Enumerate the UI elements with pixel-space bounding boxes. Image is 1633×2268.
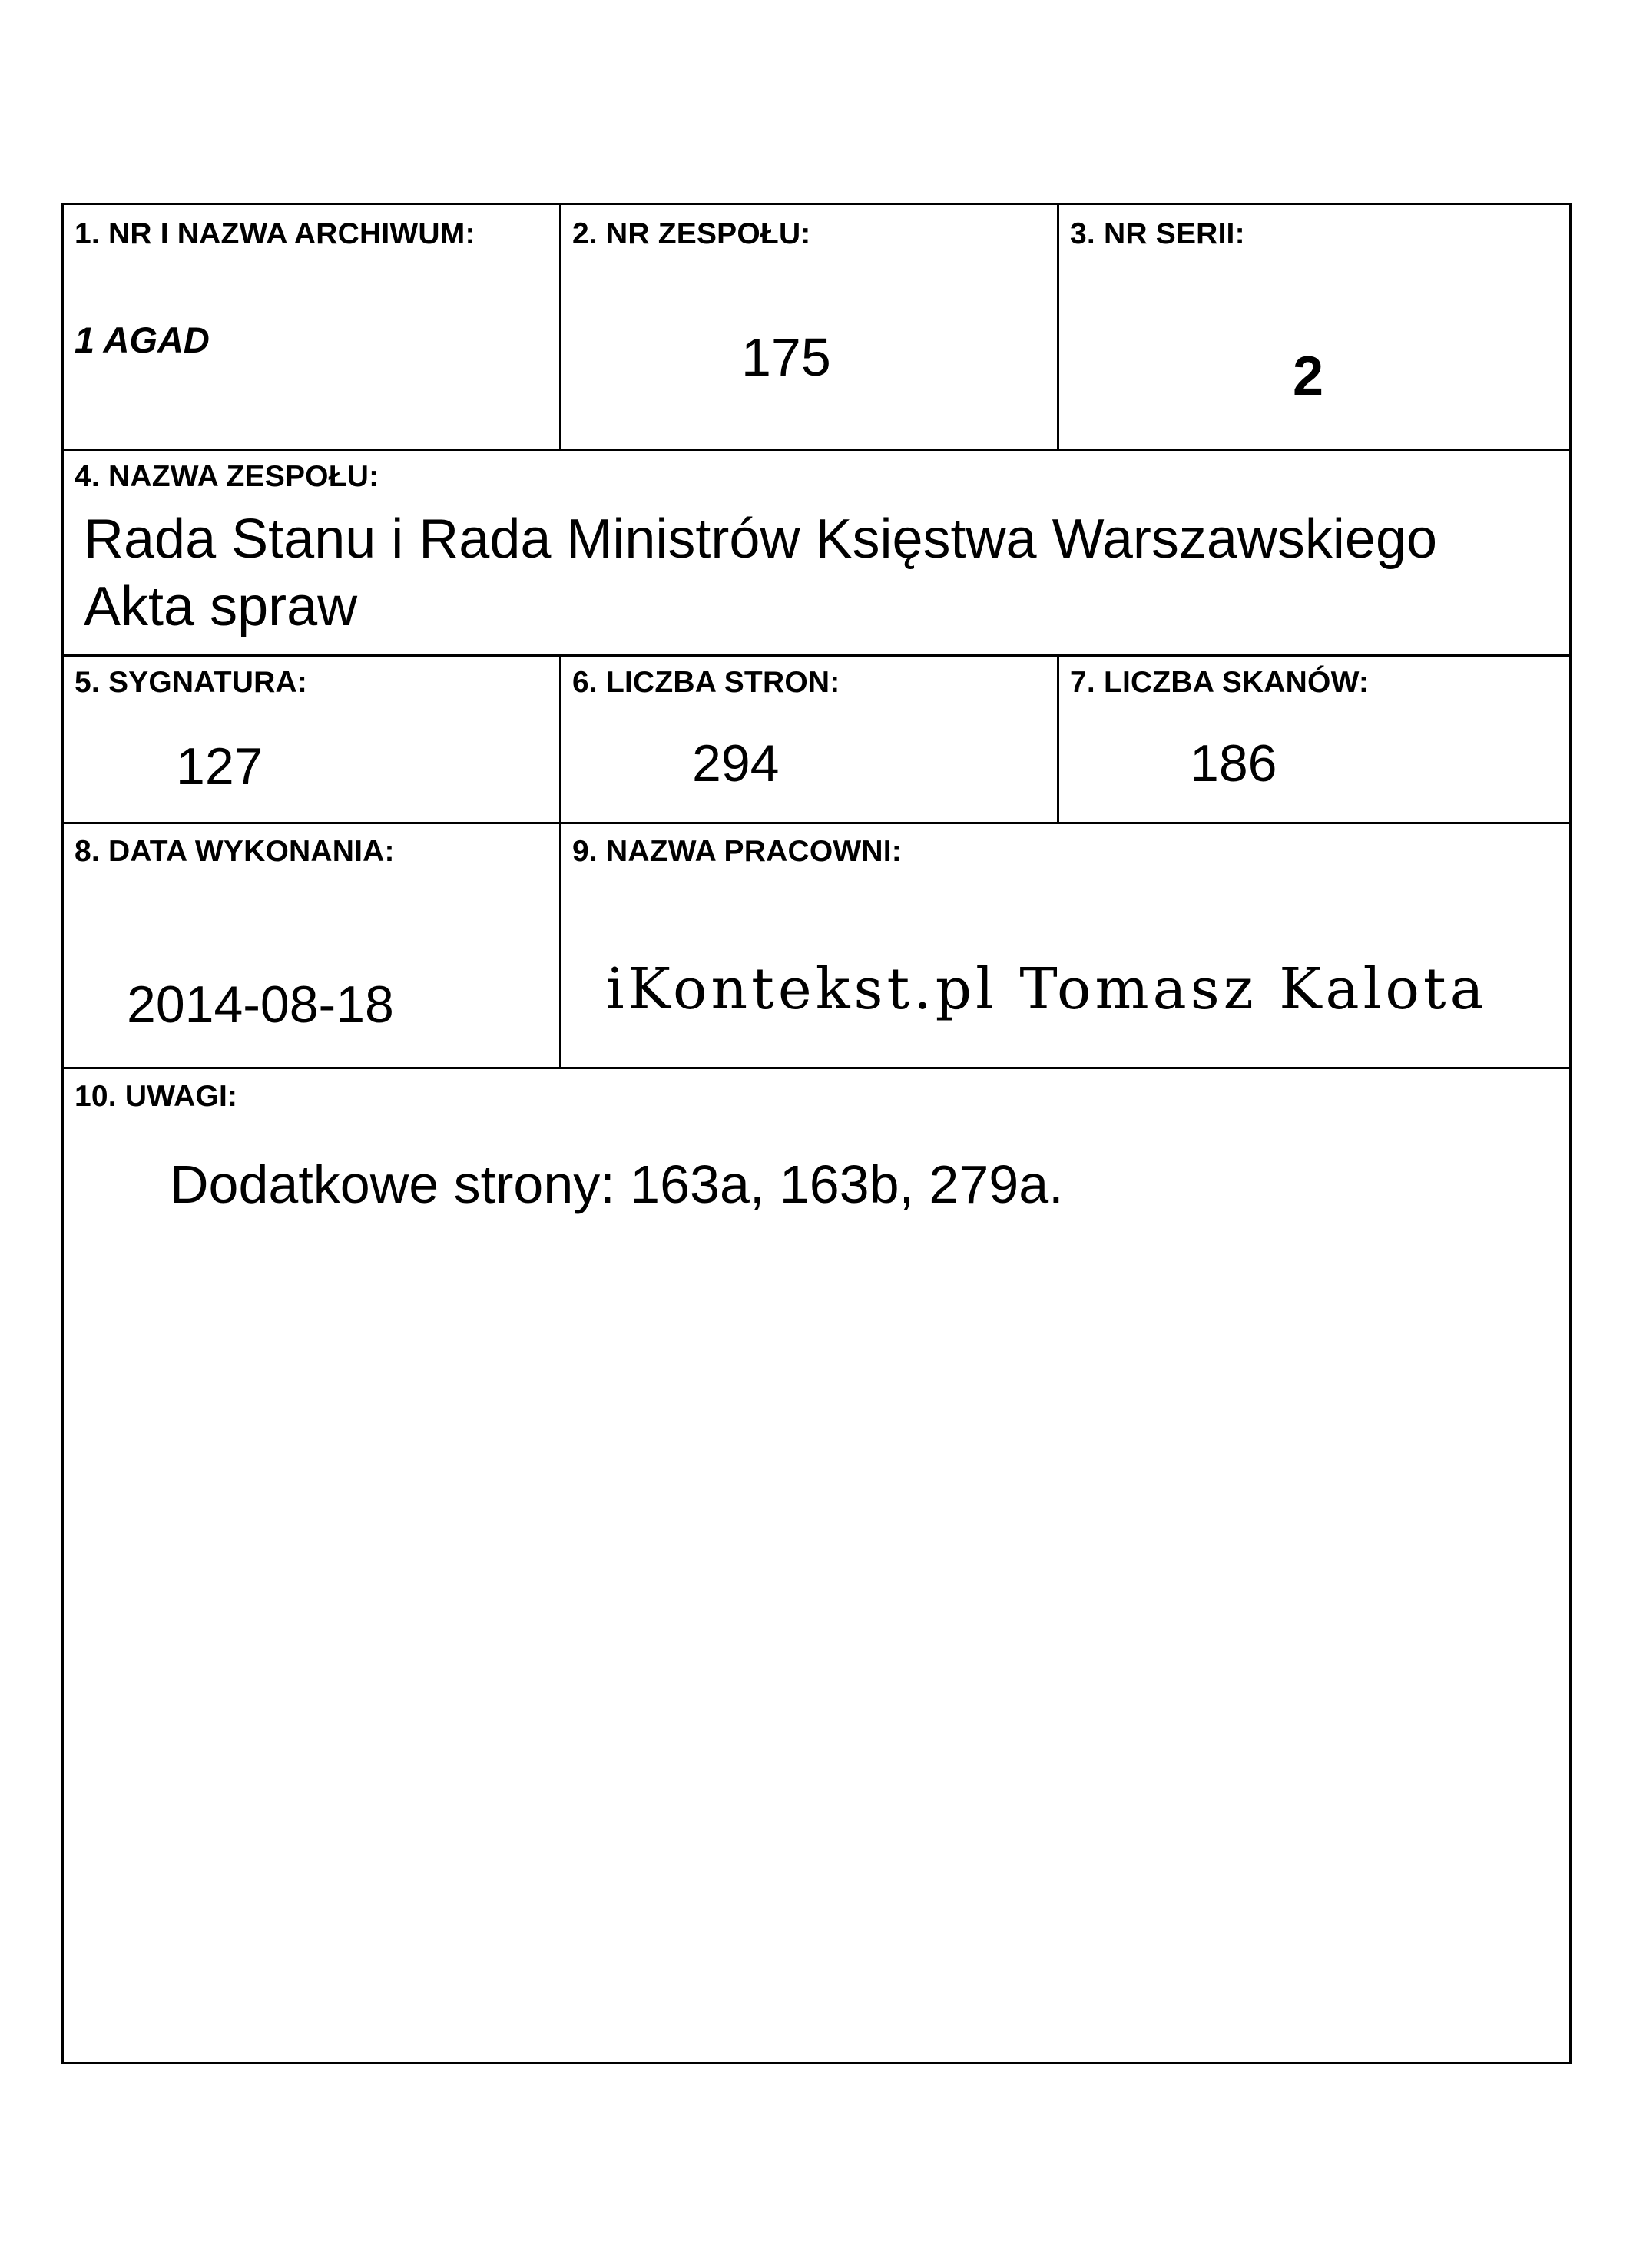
series-number-cell <box>1059 205 1572 449</box>
notes-label: 10. UWAGI: <box>75 1080 238 1113</box>
fonds-number-label: 2. NR ZESPOŁU: <box>572 217 811 250</box>
workshop-value: iKontekst.pl Tomasz Kalota <box>606 956 1488 1022</box>
series-number-value: 2 <box>1293 346 1324 407</box>
fonds-number-cell <box>561 205 1057 449</box>
workshop-cell <box>561 824 1572 1067</box>
page-count-value: 294 <box>692 734 780 793</box>
date-cell <box>64 824 559 1067</box>
notes-cell <box>64 1069 1572 2064</box>
scan-count-label: 7. LICZBA SKANÓW: <box>1070 666 1370 699</box>
signature-cell <box>64 657 559 822</box>
archive-label: 1. NR I NAZWA ARCHIWUM: <box>75 217 475 250</box>
fonds-name-line1: Rada Stanu i Rada Ministrów Księstwa Warszawskiego <box>84 508 1438 570</box>
archive-cell <box>64 205 559 449</box>
date-label: 8. DATA WYKONANIA: <box>75 835 395 868</box>
page-count-label: 6. LICZBA STRON: <box>572 666 840 699</box>
notes-value: Dodatkowe strony: 163a, 163b, 279a. <box>170 1154 1064 1214</box>
signature-label: 5. SYGNATURA: <box>75 666 308 699</box>
fonds-name-label: 4. NAZWA ZESPOŁU: <box>75 460 379 493</box>
signature-value: 127 <box>176 737 263 796</box>
scan-count-value: 186 <box>1190 734 1277 793</box>
date-value: 2014-08-18 <box>127 975 394 1034</box>
scan-count-cell <box>1059 657 1572 822</box>
archive-record-card <box>61 203 1572 2064</box>
series-number-label: 3. NR SERII: <box>1070 217 1245 250</box>
fonds-name-cell <box>64 451 1572 654</box>
fonds-name-line2: Akta spraw <box>84 576 358 637</box>
workshop-label: 9. NAZWA PRACOWNI: <box>572 835 902 868</box>
fonds-number-value: 175 <box>741 327 831 387</box>
archive-value: 1 AGAD <box>75 320 210 360</box>
page-count-cell <box>561 657 1057 822</box>
